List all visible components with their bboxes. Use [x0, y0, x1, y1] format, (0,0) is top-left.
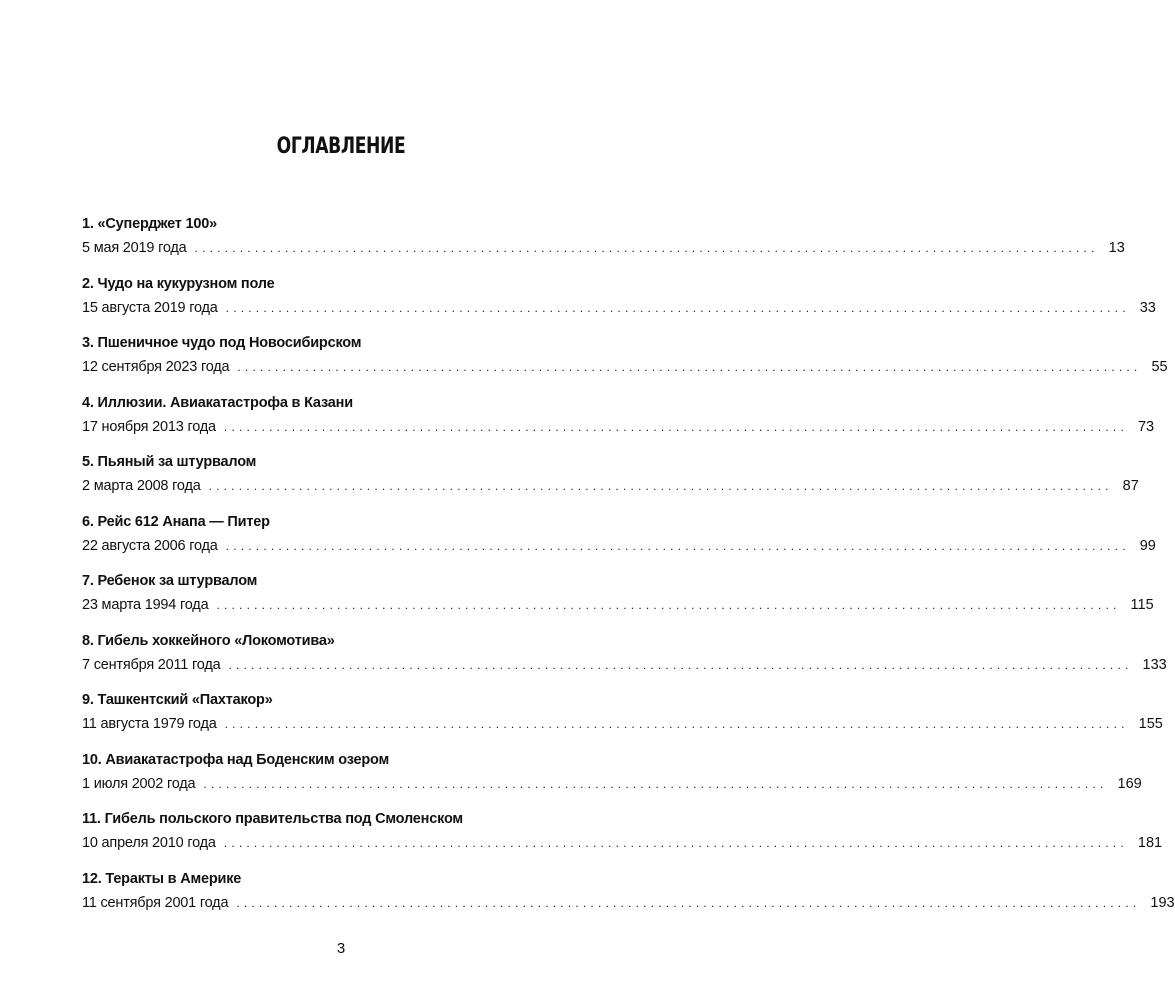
toc-entry: [82, 213, 1125, 273]
toc-entry: [82, 570, 1154, 630]
toc-entry-page: 55: [1151, 359, 1168, 375]
dot-leader: ........................................................................................................................: [203, 776, 1108, 791]
toc-entry-title: 10. Авиакатастрофа над Боденским озером: [82, 751, 390, 768]
toc-entry-line: [82, 475, 1139, 497]
toc-entry-date: 22 августа 2006 года: [82, 537, 218, 554]
toc-entry-line: [82, 594, 1154, 616]
toc-entry-line: [82, 892, 1175, 914]
toc-entry-title: 9. Ташкентский «Пахтакор»: [82, 692, 273, 708]
toc-entry-page: 33: [1139, 299, 1156, 316]
toc-entry-page: 193: [1150, 894, 1175, 911]
toc-entry-page: 115: [1130, 597, 1154, 613]
toc-entry-page: 133: [1142, 656, 1167, 673]
toc-entry: [82, 451, 1139, 511]
toc-entry-title: 1. «Суперджет 100»: [82, 216, 217, 232]
dot-leader: ........................................................................................................................: [216, 598, 1121, 612]
toc-entry: [82, 630, 1167, 690]
toc-entry-date: 11 сентября 2001 года: [82, 894, 229, 911]
dot-leader: ........................................................................................................................: [228, 657, 1133, 672]
toc-entry-date: 12 сентября 2023 года: [82, 359, 230, 375]
dot-leader: ........................................................................................................................: [224, 717, 1129, 731]
toc-entry-page: 181: [1137, 835, 1163, 851]
toc-entry: [82, 868, 1175, 928]
toc-entry: [82, 808, 1163, 868]
toc-entry-line: [82, 356, 1168, 378]
toc-entry-title: 6. Рейс 612 Анапа — Питер: [82, 513, 270, 530]
toc-entry-date: 7 сентября 2011 года: [82, 656, 221, 673]
toc-entry-line: [82, 832, 1163, 854]
toc-entry-title: 8. Гибель хоккейного «Локомотива»: [82, 632, 335, 649]
dot-leader: ........................................................................................................................: [223, 419, 1128, 434]
toc-entry-line: [82, 535, 1156, 557]
page-number: 3: [336, 940, 346, 957]
toc-entry-date: 11 августа 1979 года: [82, 716, 217, 732]
toc-entry-page: 73: [1137, 418, 1155, 435]
toc-entry: [82, 392, 1155, 452]
toc-entry-title: 7. Ребенок за штурвалом: [82, 573, 258, 589]
page-title: ОГЛАВЛЕНИЕ: [276, 134, 406, 159]
toc-entry: [82, 511, 1156, 571]
dot-leader: ........................................................................................................................: [225, 300, 1130, 315]
toc-entry: [82, 273, 1156, 333]
toc-entry-line: [82, 713, 1163, 735]
toc-entry-date: 10 апреля 2010 года: [82, 835, 216, 851]
dot-leader: ........................................................................................................................: [194, 241, 1099, 255]
toc-entry-line: [82, 237, 1125, 259]
toc-entry: [82, 749, 1142, 809]
dot-leader: ........................................................................................................................: [237, 360, 1142, 374]
toc-entry-line: [82, 416, 1155, 438]
toc-entry-date: 15 августа 2019 года: [82, 299, 218, 316]
dot-leader: ........................................................................................................................: [223, 836, 1128, 850]
toc-entry: [82, 332, 1168, 392]
toc-entry-date: 5 мая 2019 года: [82, 240, 187, 256]
toc-entry-line: [82, 773, 1142, 795]
toc-entry-title: 5. Пьяный за штурвалом: [82, 454, 257, 470]
toc-entry-title: 2. Чудо на кукурузном поле: [82, 275, 275, 292]
toc-entry-page: 155: [1138, 716, 1163, 732]
toc-entry-title: 12. Теракты в Америке: [82, 870, 242, 887]
toc-entry-line: [82, 297, 1156, 319]
toc-entry-page: 87: [1122, 478, 1139, 494]
toc-entry-title: 3. Пшеничное чудо под Новосибирском: [82, 335, 362, 351]
dot-leader: ........................................................................................................................: [236, 895, 1141, 910]
toc-entry-page: 13: [1108, 240, 1125, 256]
toc-entry-title: 11. Гибель польского правительства под Смоленском: [82, 811, 463, 827]
dot-leader: ........................................................................................................................: [225, 538, 1130, 553]
dot-leader: ........................................................................................................................: [208, 479, 1113, 493]
toc-entry-page: 99: [1139, 537, 1156, 554]
toc-entry-line: [82, 654, 1167, 676]
toc-entry-title: 4. Иллюзии. Авиакатастрофа в Казани: [82, 394, 353, 411]
toc-entry: [82, 689, 1163, 749]
toc-entry-date: 2 марта 2008 года: [82, 478, 201, 494]
toc-entry-date: 17 ноября 2013 года: [82, 418, 216, 435]
toc-entry-page: 169: [1117, 775, 1142, 792]
toc-entry-date: 23 марта 1994 года: [82, 597, 209, 613]
table-of-contents: [82, 213, 1175, 927]
toc-entry-date: 1 июля 2002 года: [82, 775, 196, 792]
